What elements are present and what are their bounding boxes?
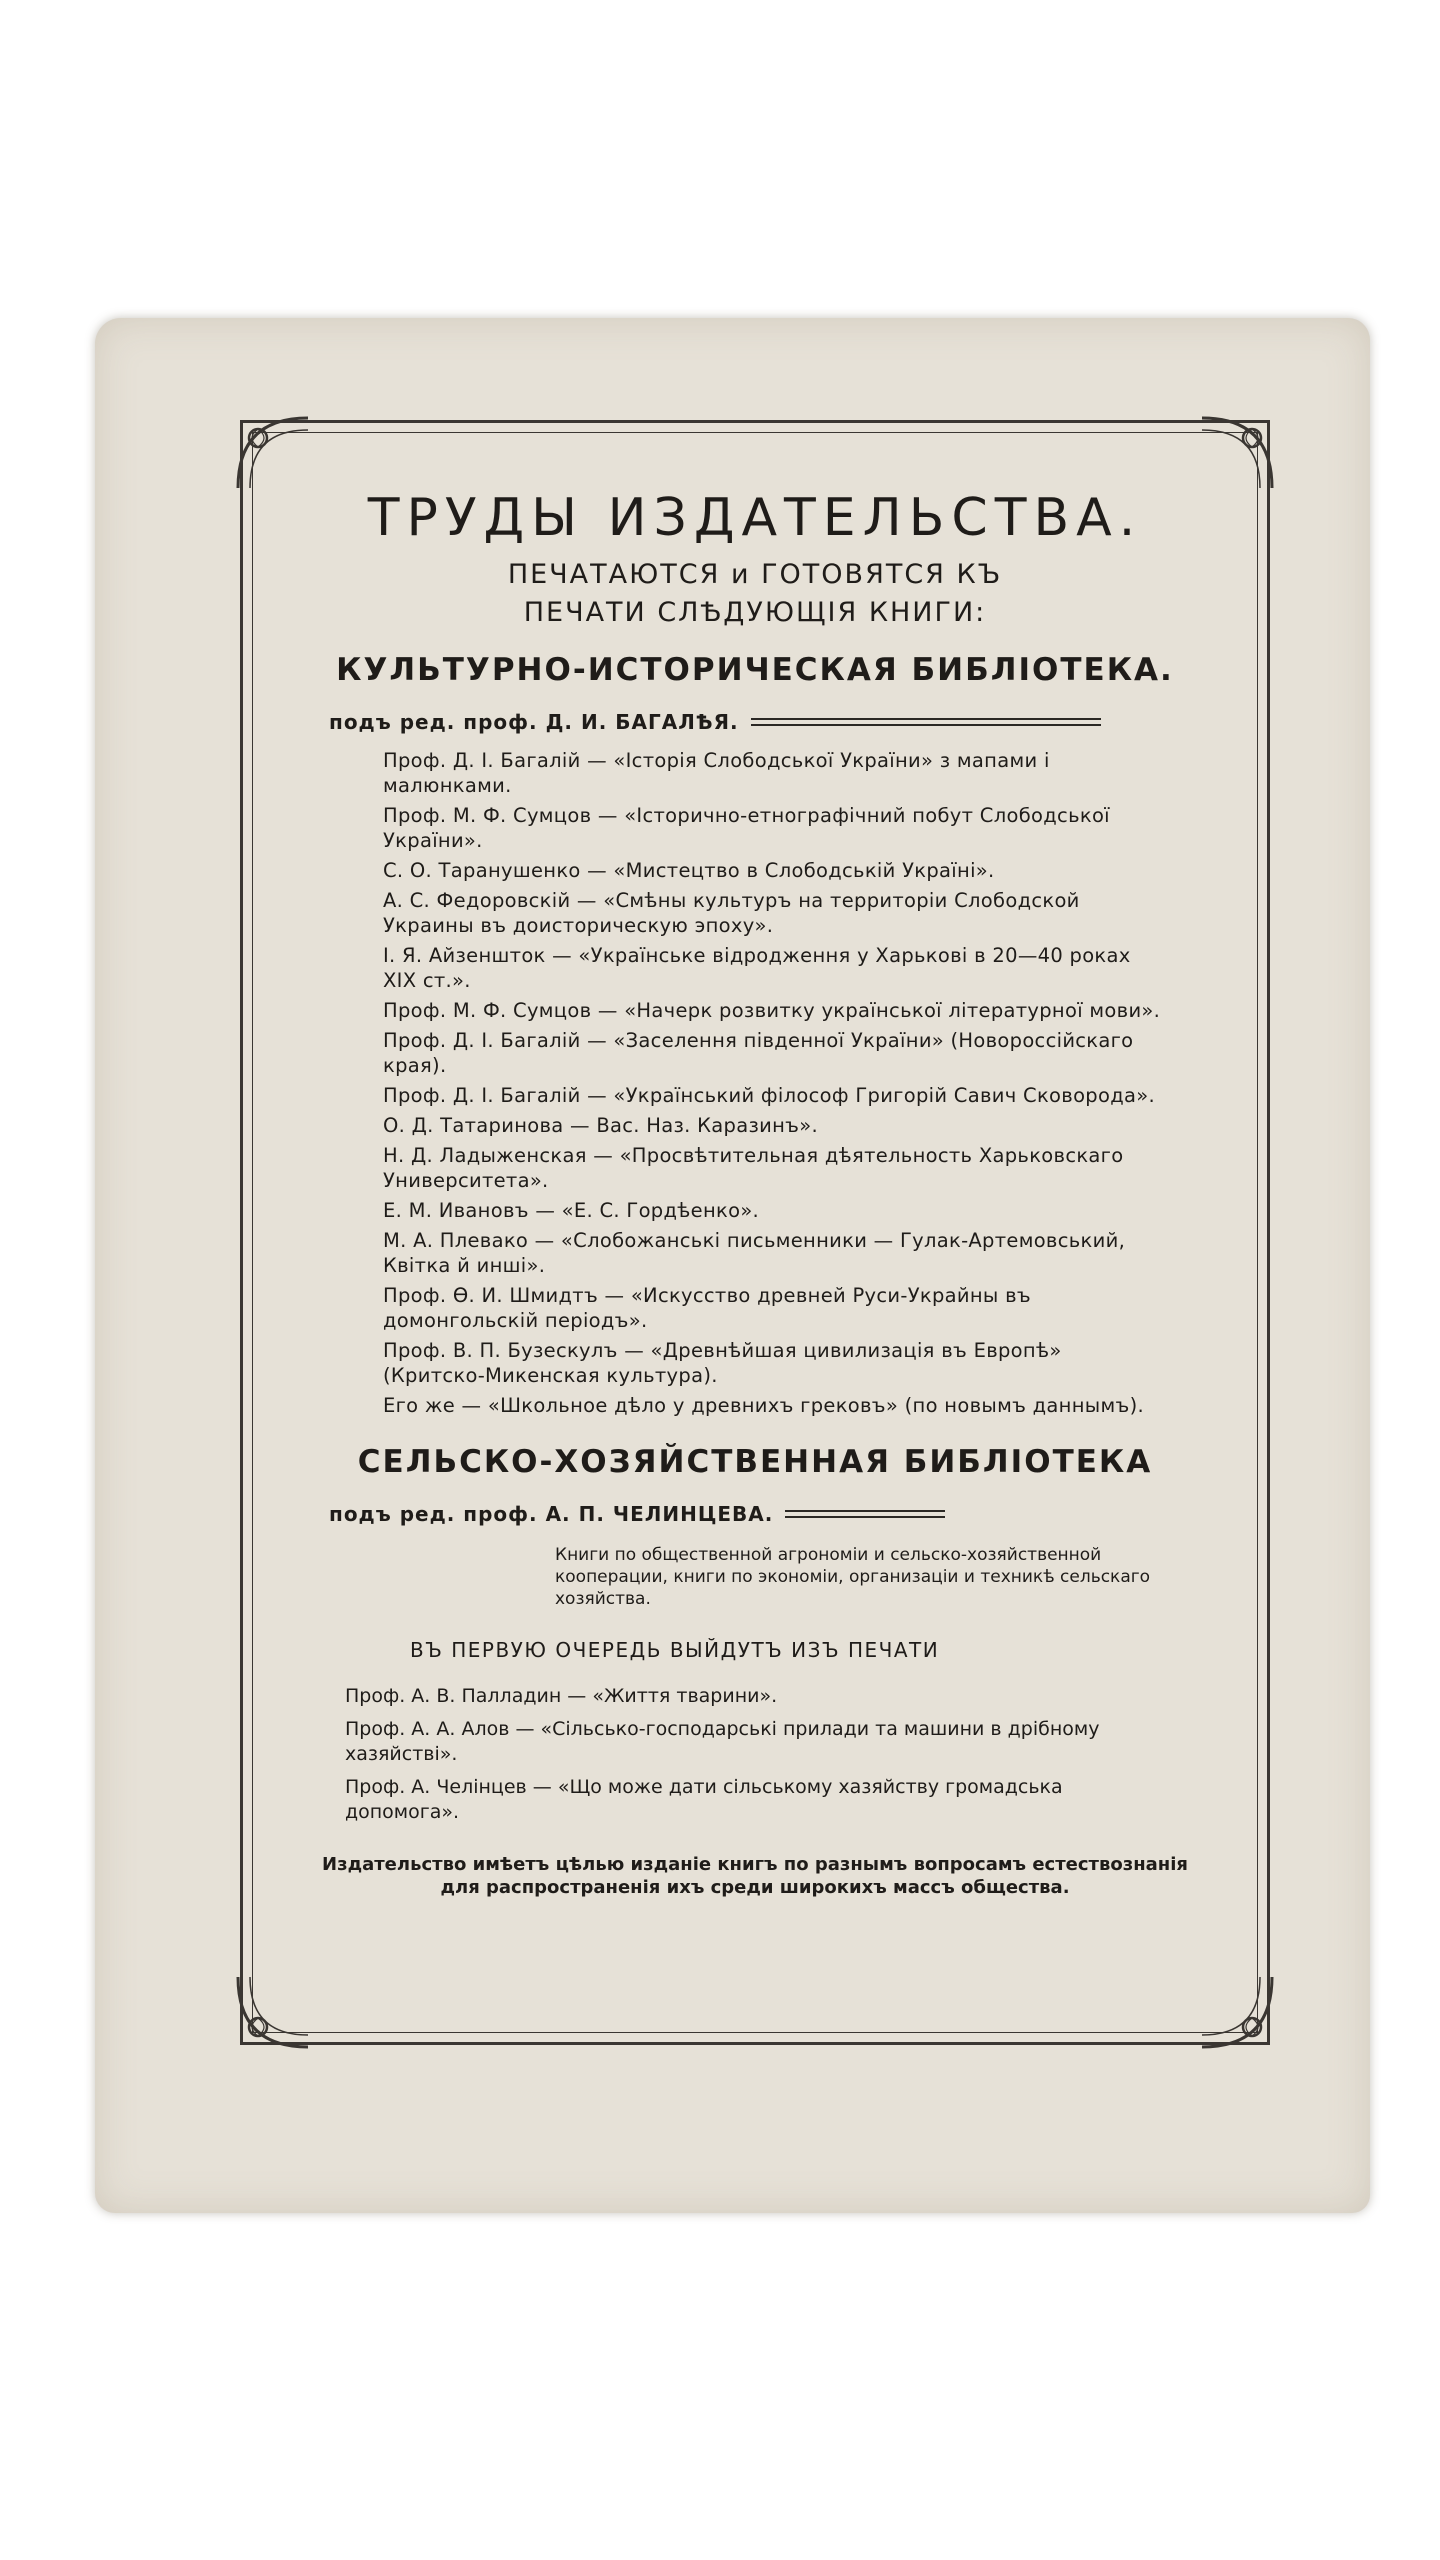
list-item: Проф. Д. І. Багалій — «Історія Слободської України» з мапами і малюнками. [383, 749, 1050, 797]
list-item: Проф. Д. І. Багалій — «Заселення південної України» (Новороссійскаго края). [383, 1029, 1134, 1077]
list-item: Проф. А. Челінцев — «Що може дати сільському хазяйству громадська допомога». [345, 1776, 1063, 1823]
agri-book-list [265, 1684, 1145, 1825]
publisher-footer: Издательство имѣетъ цѣлью изданіе книгъ по разнымъ вопросамъ естествознанія для распространенія ихъ среди широкихъ массъ общества. [322, 1854, 1188, 1898]
subtitle-line-1: ПЕЧАТАЮТСЯ и ГОТОВЯТСЯ КЪ [507, 559, 1003, 590]
agri-description: Книги по общественной агрономіи и сельско-хозяйственной кооперации, книги по экономіи, организаціи и техникѣ сельскаго хозяйства. [555, 1545, 1151, 1609]
editor-text: подъ ред. проф. А. П. ЧЕЛИНЦЕВА. [329, 1502, 774, 1526]
subtitle-line-2: ПЕЧАТИ СЛѢДУЮЩІЯ КНИГИ: [523, 597, 987, 628]
list-item: Проф. Д. І. Багалій — «Український філософ Григорій Савич Сковорода». [383, 1084, 1155, 1107]
cultural-library-editor [329, 710, 1245, 734]
list-item: М. А. Плевако — «Слобожанські письменники — Гулак-Артемовський, Квітка й инші». [383, 1229, 1126, 1277]
list-item: Его же — «Школьное дѣло у древнихъ грековъ» (по новымъ даннымъ). [383, 1394, 1144, 1417]
editor-text: подъ ред. проф. Д. И. БАГАЛѢЯ. [329, 710, 739, 734]
list-item: Е. М. Ивановъ — «Е. С. Гордѣенко». [383, 1199, 760, 1222]
list-item: Проф. В. П. Бузескулъ — «Древнѣйшая цивилизація въ Европѣ» (Критско-Микенская культура). [383, 1339, 1062, 1387]
divider [751, 718, 1101, 726]
list-item: О. Д. Татаринова — Вас. Наз. Каразинъ». [383, 1114, 818, 1137]
list-item: Проф. А. А. Алов — «Сільсько-господарські прилади та машини в дрібному хазяйстві». [345, 1718, 1100, 1765]
list-item: Проф. М. Ф. Сумцов — «Історично-етнографічний побут Слободської України». [383, 804, 1110, 852]
page-title: ТРУДЫ ИЗДАТЕЛЬСТВА. [367, 488, 1143, 548]
list-item: С. О. Таранушенко — «Мистецтво в Слободській Україні». [383, 859, 995, 882]
agri-library-editor [329, 1502, 1245, 1526]
list-item: Н. Д. Ладыженская — «Просвѣтительная дѣятельность Харьковскаго Университета». [383, 1144, 1124, 1192]
cultural-book-list [265, 748, 1163, 1418]
divider [785, 1510, 945, 1518]
page-content [265, 470, 1245, 2030]
list-item: Проф. А. В. Палладин — «Життя тварини». [345, 1685, 778, 1707]
list-item: А. С. Федоровскій — «Смѣны культуръ на территоріи Слободской Украины въ доисторическую эпоху». [383, 889, 1080, 937]
list-item: Проф. М. Ф. Сумцов — «Начерк розвитку української літературної мови». [383, 999, 1161, 1022]
list-item: І. Я. Айзеншток — «Українське відродження у Харькові в 20—40 роках XIX ст.». [383, 944, 1131, 992]
list-item: Проф. Ѳ. И. Шмидтъ — «Искусство древней Руси-Украйны въ домонгольскій періодъ». [383, 1284, 1031, 1332]
first-print-line: ВЪ ПЕРВУЮ ОЧЕРЕДЬ ВЫЙДУТЪ ИЗЪ ПЕЧАТИ [410, 1638, 940, 1662]
cultural-library-heading: КУЛЬТУРНО-ИСТОРИЧЕСКАЯ БИБЛІОТЕКА. [336, 652, 1174, 688]
agri-library-heading: СЕЛЬСКО-ХОЗЯЙСТВЕННАЯ БИБЛІОТЕКА [357, 1444, 1153, 1480]
